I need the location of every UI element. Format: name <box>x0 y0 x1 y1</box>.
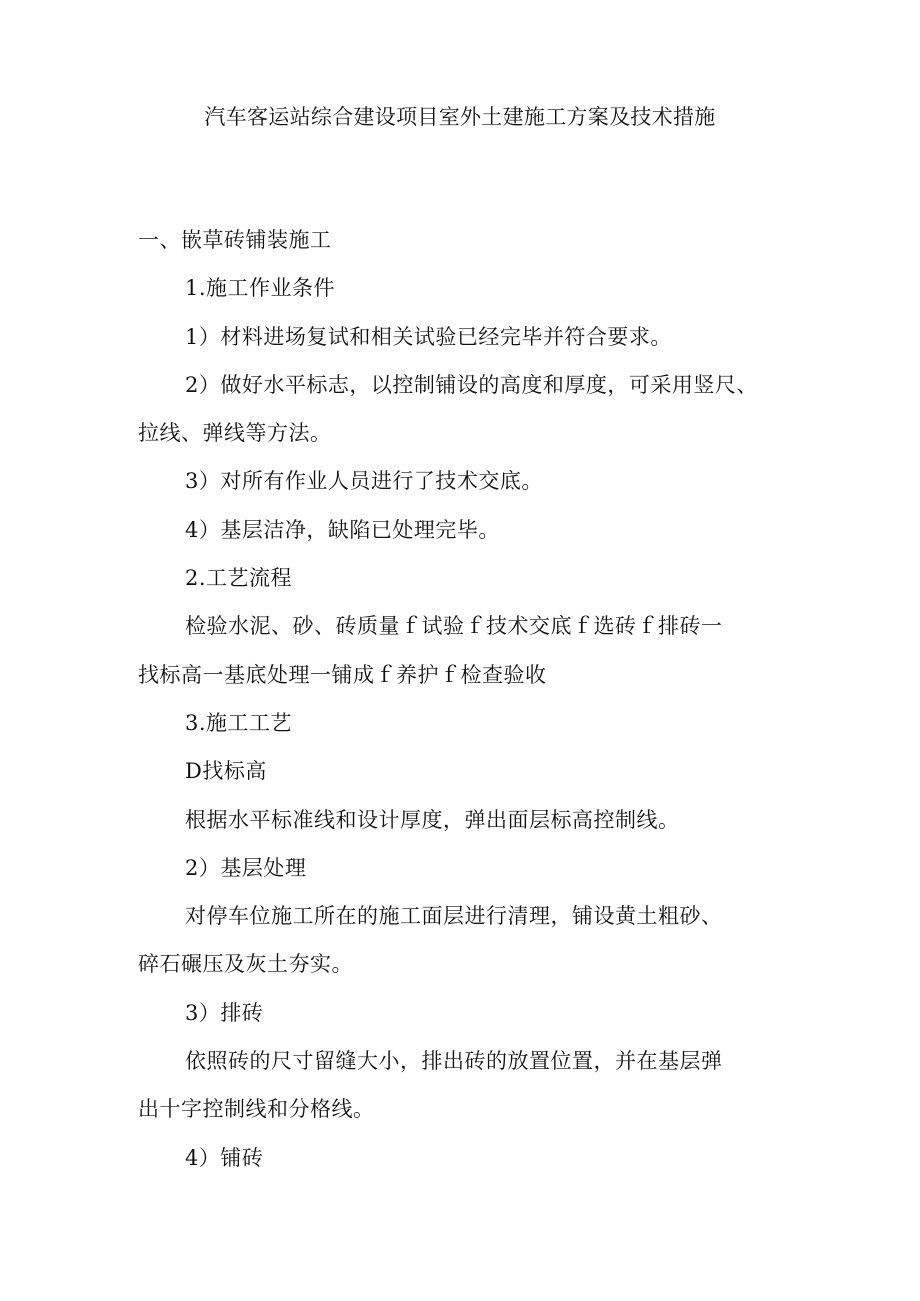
paragraph-line: D找标高 <box>185 759 267 784</box>
paragraph-line: 依照砖的尺寸留缝大小，排出砖的放置位置，并在基层弹 <box>185 1049 723 1074</box>
document-title: 汽车客运站综合建设项目室外土建施工方案及技术措施 <box>204 105 716 129</box>
paragraph-line: 出十字控制线和分格线。 <box>138 1097 375 1122</box>
paragraph-line: 1）材料进场复试和相关试验已经完毕并符合要求。 <box>185 324 672 349</box>
subsection-heading: 1.施工作业条件 <box>185 276 336 301</box>
paragraph-line: 2）基层处理 <box>185 855 307 880</box>
document-body <box>138 216 798 1182</box>
subsection-heading: 3.施工工艺 <box>185 710 293 735</box>
paragraph-line: 4）铺砖 <box>185 1145 264 1170</box>
subsection-heading: 2.工艺流程 <box>185 566 293 591</box>
paragraph-line: 3）对所有作业人员进行了技术交底。 <box>185 469 543 494</box>
paragraph-line: 根据水平标准线和设计厚度，弹出面层标高控制线。 <box>185 807 680 832</box>
paragraph-line: 2）做好水平标志，以控制铺设的高度和厚度，可采用竖尺、 <box>185 372 758 397</box>
paragraph-line: 4）基层洁净，缺陷已处理完毕。 <box>185 517 500 542</box>
section-heading: 一、嵌草砖铺装施工 <box>138 228 332 252</box>
paragraph-line: 对停车位施工所在的施工面层进行清理，铺设黄土粗砂、 <box>185 904 723 929</box>
paragraph-line: 拉线、弹线等方法。 <box>138 421 332 446</box>
paragraph-line: 碎石碾压及灰土夯实。 <box>138 952 353 977</box>
paragraph-line: 3）排砖 <box>185 1000 264 1025</box>
paragraph-line: 找标高一基底处理一铺成ｆ养护ｆ检查验收 <box>138 662 547 687</box>
paragraph-line: 检验水泥、砂、砖质量ｆ试验ｆ技术交底ｆ选砖ｆ排砖一 <box>185 614 723 639</box>
